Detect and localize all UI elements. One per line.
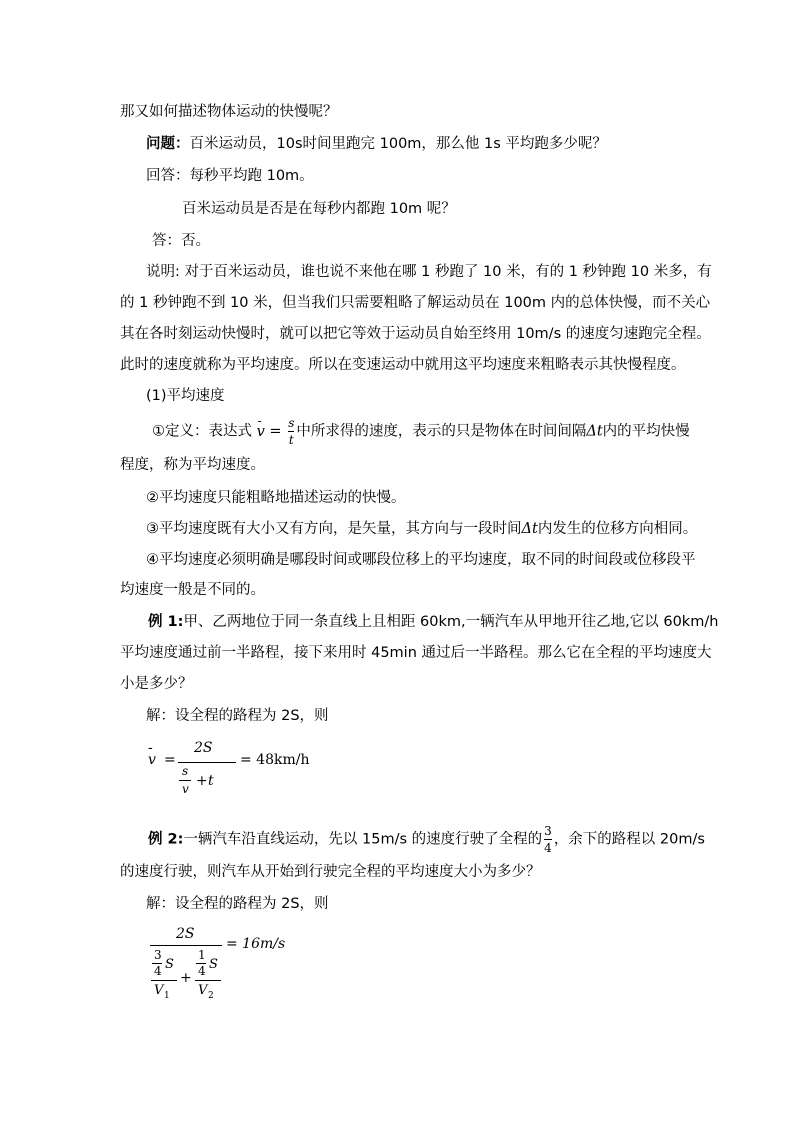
formula-v: - v — [257, 422, 265, 442]
eq2-a-den: 4 — [154, 964, 162, 978]
eq2-b-s: S — [209, 957, 218, 972]
explain-line-2: 的 1 秒钟跑不到 10 米，但当我们只需要粗略了解运动员在 100m 内的总体快慢，而不关心 — [120, 295, 711, 311]
section-title: (1)平均速度 — [146, 388, 225, 404]
definition-dt: Δt — [586, 423, 603, 440]
point4-line-1: ④平均速度必须明确是哪段时间或哪段位移上的平均速度，取不同的时间段或位移段平 — [146, 552, 696, 568]
example2-label: 例 2: — [148, 831, 184, 848]
eq2-a-v: V — [154, 983, 164, 998]
answer-text: 每秒平均跑 10m。 — [189, 168, 314, 184]
eq1-numerator: 2S — [194, 740, 213, 756]
eq2-b-sub: 2 — [208, 991, 214, 1001]
example1-line-2: 平均速度通过前一半路程，接下来用时 45min 通过后一半路程。那么它在全程的平均速度大 — [120, 645, 712, 661]
intro-text: 那又如何描述物体运动的快慢呢？ — [120, 104, 338, 120]
point3-suffix: 内发生的位移方向相同。 — [537, 521, 698, 537]
answer2-text: 答：否。 — [152, 233, 210, 249]
answer-paragraph — [146, 166, 314, 186]
eq1-den-num: s — [182, 764, 189, 778]
explain-line-1: 说明: 对于百米运动员，谁也说不来他在哪 1 秒跑了 10 米，有的 1 秒钟跑 10 米多，有 — [146, 264, 712, 280]
eq1-main-bar — [178, 762, 236, 763]
example2-fraction — [544, 824, 552, 855]
formula-numerator: s — [288, 416, 295, 430]
question-paragraph — [146, 134, 607, 154]
example2-line-1 — [148, 824, 705, 854]
eq2-plus: + — [180, 970, 192, 986]
example2-frac-bar — [544, 839, 552, 840]
example2-frac-den: 4 — [544, 841, 552, 855]
example1-text-1: 甲、乙两地位于同一条直线上且相距 60km,一辆汽车从甲地开往乙地,它以 60km/h — [183, 614, 719, 630]
eq1-eq: = — [164, 752, 176, 768]
eq2-result: = 16m/s — [226, 936, 286, 952]
explain-line-4: 此时的速度就称为平均速度。所以在变速运动中就用这平均速度来粗略表示其快慢程度。 — [120, 357, 686, 373]
fraction-bar — [288, 431, 294, 432]
eq2-numerator: 2S — [176, 926, 195, 942]
eq1-t: t — [208, 773, 214, 789]
example2-text-suffix: ，余下的路程以 20m/s — [553, 831, 705, 848]
point3-dt: Δt — [521, 521, 538, 537]
point4-line-2: 均速度一般是不同的。 — [120, 582, 265, 598]
answer-label: 回答： — [146, 168, 190, 184]
definition-line-2: 程度，称为平均速度。 — [120, 457, 265, 473]
example2-line-2: 的速度行驶，则汽车从开始到行驶完全程的平均速度大小为多少？ — [120, 864, 541, 880]
example1-line-3: 小是多少？ — [120, 676, 193, 692]
eq1-den-den: v — [182, 782, 189, 796]
example1-solution: 解：设全程的路程为 2S，则 — [146, 708, 329, 724]
eq2-a-s: S — [165, 957, 174, 972]
formula-denominator: t — [288, 433, 294, 447]
eq2-b-outer-bar — [195, 980, 221, 981]
question-text: 百米运动员，10s时间里跑完 100m，那么他 1s 平均跑多少呢？ — [189, 136, 607, 152]
eq2-b-v: V — [198, 983, 208, 998]
example1-line-1 — [148, 612, 718, 632]
formula-fraction — [288, 416, 294, 447]
example2-solution: 解：设全程的路程为 2S，则 — [146, 896, 329, 912]
definition-middle: 中所求得的速度，表示的只是物体在时间间隔 — [296, 423, 587, 440]
point3-prefix: ③平均速度既有大小又有方向，是矢量，其方向与一段时间 — [146, 521, 522, 537]
eq2-main-bar — [150, 945, 222, 946]
question-label: 问题： — [146, 136, 190, 152]
definition-formula — [257, 416, 297, 447]
eq1-small-bar — [179, 780, 191, 781]
eq2-a-num: 3 — [154, 948, 162, 962]
eq2-a-sub: 1 — [164, 991, 170, 1001]
eq1-plus: + — [196, 773, 208, 789]
definition-suffix: 内的平均快慢 — [602, 423, 690, 440]
explain-line-3: 其在各时刻运动快慢时，就可以把它等效于运动员自始至终用 10m/s 的速度匀速跑完全程。 — [120, 326, 711, 342]
eq1-result: = 48km/h — [240, 752, 310, 768]
eq1-vbar: - — [148, 740, 153, 756]
eq2-b-num: 1 — [198, 948, 206, 962]
point3-text — [146, 519, 697, 539]
definition-prefix: ①定义：表达式 — [152, 423, 252, 440]
point2-text: ②平均速度只能粗略地描述运动的快慢。 — [146, 490, 406, 506]
eq1-v: v — [148, 752, 156, 768]
example2-frac-num: 3 — [544, 824, 552, 838]
eq2-b-den: 4 — [198, 964, 206, 978]
example2-formula — [146, 926, 346, 1016]
example1-label: 例 1: — [148, 614, 184, 630]
question2-text: 百米运动员是否是在每秒内都跑 10m 呢？ — [182, 201, 456, 217]
example2-text-prefix: 一辆汽车沿直线运动，先以 15m/s 的速度行驶了全程的 — [183, 831, 543, 848]
eq2-a-outer-bar — [151, 980, 177, 981]
formula-eq: = — [269, 423, 282, 440]
definition-line-1 — [152, 416, 690, 447]
